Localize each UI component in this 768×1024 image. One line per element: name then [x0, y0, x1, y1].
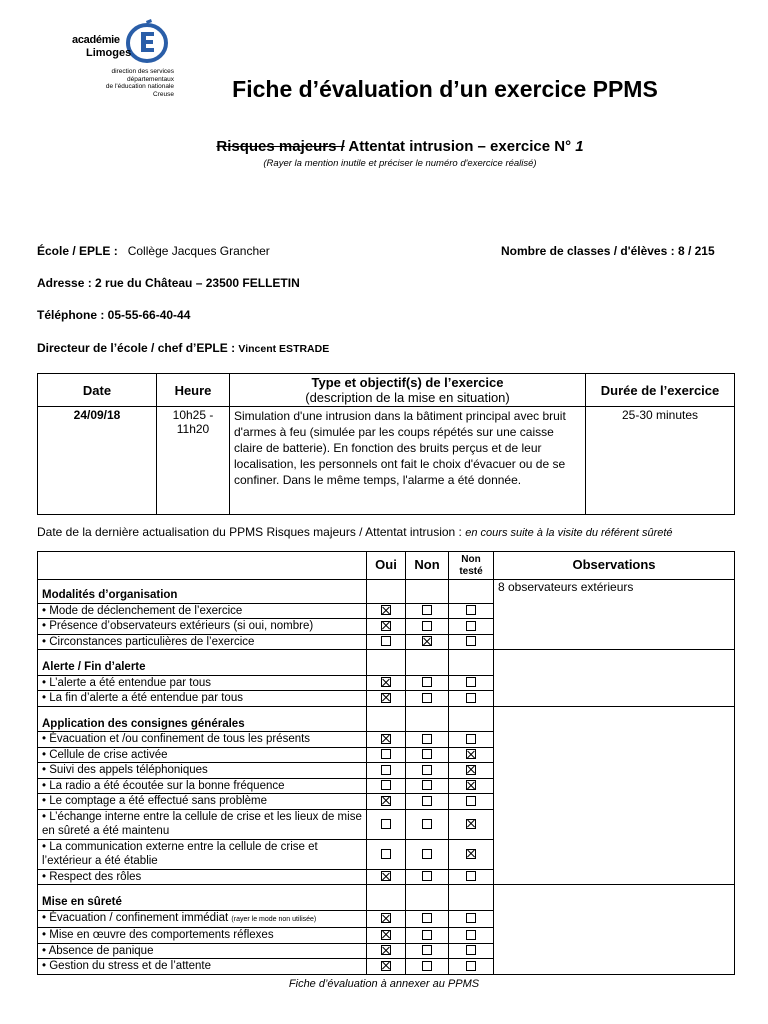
checkbox-cell-oui[interactable]	[367, 603, 406, 619]
checked-box-icon[interactable]	[381, 961, 391, 971]
bullet-icon: •	[42, 779, 50, 792]
section-row	[38, 650, 735, 676]
empty-box-icon[interactable]	[466, 961, 476, 971]
adresse-line: Adresse : 2 rue du Château – 23500 FELLETIN	[37, 276, 300, 290]
empty-box-icon[interactable]	[466, 636, 476, 646]
item-label	[38, 691, 367, 707]
header-non: Non	[406, 552, 449, 580]
item-label	[38, 675, 367, 691]
item-label	[38, 959, 367, 975]
item-label-text: Mode de déclenchement de l’exercice	[49, 604, 243, 617]
checkbox-cell-non[interactable]	[406, 732, 449, 748]
checked-box-icon[interactable]	[381, 621, 391, 631]
exercise-subtitle: Risques majeurs / Attentat intrusion – exercice N° 1	[216, 138, 584, 155]
item-label	[38, 747, 367, 763]
checkbox-cell-oui[interactable]	[367, 619, 406, 635]
checked-box-icon[interactable]	[466, 765, 476, 775]
logo-line-1: académie	[72, 34, 120, 46]
empty-cell	[367, 706, 406, 732]
item-label	[38, 634, 367, 650]
empty-box-icon[interactable]	[466, 945, 476, 955]
checkbox-cell-nt[interactable]	[449, 943, 494, 959]
item-label	[38, 778, 367, 794]
empty-box-icon[interactable]	[422, 849, 432, 859]
checkbox-cell-oui[interactable]	[367, 732, 406, 748]
checkbox-cell-non[interactable]	[406, 959, 449, 975]
ecole-line: École / EPLE : Collège Jacques Grancher	[37, 244, 270, 258]
checked-box-icon[interactable]	[381, 913, 391, 923]
item-label-text: L’alerte a été entendue par tous	[49, 676, 211, 689]
observation-cell	[494, 885, 735, 975]
item-label	[38, 839, 367, 869]
checked-box-icon[interactable]	[381, 930, 391, 940]
checkbox-cell-oui[interactable]	[367, 869, 406, 885]
section-title: Alerte / Fin d’alerte	[38, 650, 367, 676]
header-heure: Heure	[157, 374, 230, 407]
bullet-icon: •	[42, 810, 50, 823]
item-label-text: Cellule de crise activée	[49, 748, 168, 761]
empty-cell	[406, 706, 449, 732]
checkbox-cell-nt[interactable]	[449, 691, 494, 707]
academie-logo	[36, 16, 176, 96]
checkbox-cell-non[interactable]	[406, 747, 449, 763]
checkbox-cell-oui[interactable]	[367, 910, 406, 928]
bullet-icon: •	[42, 676, 50, 689]
telephone-line: Téléphone : 05-55-66-40-44	[37, 308, 191, 322]
bullet-icon: •	[42, 840, 50, 853]
empty-box-icon[interactable]	[422, 930, 432, 940]
item-label	[38, 869, 367, 885]
logo-dept: direction des services départementaux de l'éducation nationale Creuse	[105, 68, 174, 98]
empty-box-icon[interactable]	[422, 913, 432, 923]
bullet-icon: •	[42, 764, 50, 776]
item-label	[38, 928, 367, 944]
checkbox-cell-oui[interactable]	[367, 763, 406, 779]
section-row	[38, 580, 735, 604]
empty-box-icon[interactable]	[422, 819, 432, 829]
checkbox-cell-non[interactable]	[406, 634, 449, 650]
checkbox-cell-nt[interactable]	[449, 928, 494, 944]
checkbox-cell-non[interactable]	[406, 910, 449, 928]
empty-box-icon[interactable]	[422, 605, 432, 615]
bullet-icon: •	[42, 692, 50, 704]
empty-box-icon[interactable]	[422, 749, 432, 759]
actualisation-line: Date de la dernière actualisation du PPMS Risques majeurs / Attentat intrusion : en cours suite à la visite du référent sûreté	[37, 525, 673, 539]
header-non-teste: Non testé	[449, 552, 494, 580]
checkbox-cell-nt[interactable]	[449, 732, 494, 748]
exercise-number: 1	[575, 138, 584, 155]
empty-box-icon[interactable]	[466, 677, 476, 687]
header-type: Type et objectif(s) de l’exercice (description de la mise en situation)	[230, 374, 586, 407]
item-label-text: La fin d’alerte a été entendue par tous	[49, 692, 243, 704]
bullet-icon: •	[42, 620, 50, 632]
header-duree: Durée de l’exercice	[586, 374, 735, 407]
classes-count: Nombre de classes / d'élèves : 8 / 215	[501, 244, 715, 258]
checkbox-cell-nt[interactable]	[449, 869, 494, 885]
observation-cell: 8 observateurs extérieurs	[494, 580, 735, 650]
empty-box-icon[interactable]	[422, 765, 432, 775]
empty-box-icon[interactable]	[466, 621, 476, 631]
checkbox-cell-nt[interactable]	[449, 809, 494, 839]
bullet-icon: •	[42, 870, 50, 883]
empty-cell	[449, 885, 494, 911]
checkbox-cell-non[interactable]	[406, 763, 449, 779]
empty-box-icon[interactable]	[422, 945, 432, 955]
checkbox-cell-oui[interactable]	[367, 943, 406, 959]
checked-box-icon[interactable]	[381, 796, 391, 806]
checkbox-cell-oui[interactable]	[367, 928, 406, 944]
empty-box-icon[interactable]	[422, 677, 432, 687]
empty-box-icon[interactable]	[466, 796, 476, 806]
section-title: Mise en sûreté	[38, 885, 367, 911]
checked-box-icon[interactable]	[422, 636, 432, 646]
bullet-icon: •	[42, 635, 50, 648]
empty-box-icon[interactable]	[381, 765, 391, 775]
empty-box-icon[interactable]	[466, 693, 476, 703]
struck-mention: Risques majeurs /	[216, 138, 345, 155]
evaluation-table	[37, 551, 735, 975]
cell-heure: 10h25 - 11h20	[157, 407, 230, 515]
section-title: Modalités d’organisation	[38, 580, 367, 604]
checked-box-icon[interactable]	[466, 780, 476, 790]
empty-box-icon[interactable]	[422, 780, 432, 790]
item-label-text: Mise en œuvre des comportements réflexes	[49, 929, 274, 941]
checkbox-cell-nt[interactable]	[449, 839, 494, 869]
item-label-text: Le comptage a été effectué sans problème	[49, 795, 268, 807]
checkbox-cell-nt[interactable]	[449, 603, 494, 619]
cell-duree: 25-30 minutes	[586, 407, 735, 515]
checkbox-cell-non[interactable]	[406, 691, 449, 707]
item-label	[38, 809, 367, 839]
bullet-icon: •	[42, 911, 50, 924]
checkbox-cell-oui[interactable]	[367, 747, 406, 763]
checkbox-cell-nt[interactable]	[449, 747, 494, 763]
header-observations: Observations	[494, 552, 735, 580]
empty-box-icon[interactable]	[381, 819, 391, 829]
checked-box-icon[interactable]	[466, 749, 476, 759]
checked-box-icon[interactable]	[381, 734, 391, 744]
cell-description: Simulation d'une intrusion dans la bâtiment principal avec bruit d'armes à feu (simulée par les coups répétés sur une caisse claire de batterie). En fonction des bruits perçus et de leur localisation, les personnels ont fait le choix d'évacuer ou de se confiner. Dans le même temps, l'alarme a été donnée.	[230, 407, 586, 515]
empty-cell	[449, 706, 494, 732]
empty-cell	[406, 580, 449, 604]
checked-box-icon[interactable]	[466, 819, 476, 829]
cell-date: 24/09/18	[38, 407, 157, 515]
bullet-icon: •	[42, 960, 50, 972]
footer-note: Fiche d’évaluation à annexer au PPMS	[288, 978, 480, 990]
checked-box-icon[interactable]	[381, 677, 391, 687]
item-label	[38, 910, 367, 928]
checkbox-cell-oui[interactable]	[367, 691, 406, 707]
checkbox-cell-oui[interactable]	[367, 675, 406, 691]
checkbox-cell-nt[interactable]	[449, 794, 494, 810]
empty-cell	[367, 650, 406, 676]
directeur-line: Directeur de l’école / chef d’EPLE : Vincent ESTRADE	[37, 341, 330, 355]
checkbox-cell-non[interactable]	[406, 603, 449, 619]
checkbox-cell-nt[interactable]	[449, 634, 494, 650]
bullet-icon: •	[42, 795, 50, 807]
checkbox-cell-non[interactable]	[406, 869, 449, 885]
empty-box-icon[interactable]	[422, 796, 432, 806]
empty-cell	[367, 885, 406, 911]
item-label-text: Respect des rôles	[49, 870, 142, 883]
header-date: Date	[38, 374, 157, 407]
checkbox-cell-oui[interactable]	[367, 778, 406, 794]
header-empty	[38, 552, 367, 580]
checkbox-cell-non[interactable]	[406, 928, 449, 944]
empty-box-icon[interactable]	[466, 605, 476, 615]
checked-box-icon[interactable]	[381, 693, 391, 703]
item-label	[38, 732, 367, 748]
checkbox-cell-nt[interactable]	[449, 675, 494, 691]
empty-box-icon[interactable]	[381, 780, 391, 790]
observation-cell	[494, 650, 735, 707]
bullet-icon: •	[42, 748, 50, 761]
checkbox-cell-non[interactable]	[406, 778, 449, 794]
item-label-text: Suivi des appels téléphoniques	[49, 764, 208, 776]
checked-box-icon[interactable]	[381, 871, 391, 881]
section-title: Application des consignes générales	[38, 706, 367, 732]
checkbox-cell-non[interactable]	[406, 619, 449, 635]
checkbox-cell-non[interactable]	[406, 943, 449, 959]
checkbox-cell-nt[interactable]	[449, 619, 494, 635]
empty-box-icon[interactable]	[381, 749, 391, 759]
item-label-text: Évacuation et /ou confinement de tous les présents	[49, 733, 311, 745]
checkbox-cell-oui[interactable]	[367, 839, 406, 869]
empty-cell	[449, 580, 494, 604]
item-label-text: La radio a été écoutée sur la bonne fréquence	[49, 779, 285, 792]
bullet-icon: •	[42, 733, 50, 745]
empty-box-icon[interactable]	[422, 734, 432, 744]
empty-cell	[449, 650, 494, 676]
checkbox-cell-nt[interactable]	[449, 778, 494, 794]
empty-box-icon[interactable]	[381, 636, 391, 646]
checkbox-cell-oui[interactable]	[367, 809, 406, 839]
section-row	[38, 706, 735, 732]
header-oui: Oui	[367, 552, 406, 580]
bullet-icon: •	[42, 944, 49, 957]
item-label-text: Présence d’observateurs extérieurs (si oui, nombre)	[49, 620, 314, 632]
item-label	[38, 794, 367, 810]
item-small-note: (rayer le mode non utilisée)	[231, 915, 317, 923]
logo-line-2: Limoges	[86, 47, 132, 59]
item-label	[38, 943, 367, 959]
empty-box-icon[interactable]	[466, 871, 476, 881]
item-label-text: Évacuation / confinement immédiat	[49, 911, 229, 924]
item-label	[38, 603, 367, 619]
empty-box-icon[interactable]	[422, 693, 432, 703]
exercise-table	[37, 373, 735, 515]
item-label-text: La communication externe entre la cellule de crise et l’extérieur a été établie	[42, 840, 318, 867]
checkbox-cell-nt[interactable]	[449, 959, 494, 975]
bullet-icon: •	[42, 604, 50, 617]
item-label-text: Circonstances particulières de l’exercice	[49, 635, 255, 648]
empty-cell	[406, 885, 449, 911]
checked-box-icon[interactable]	[381, 945, 391, 955]
checked-box-icon[interactable]	[466, 849, 476, 859]
checkbox-cell-nt[interactable]	[449, 763, 494, 779]
section-row	[38, 885, 735, 911]
checkbox-cell-oui[interactable]	[367, 959, 406, 975]
checkbox-cell-non[interactable]	[406, 809, 449, 839]
empty-box-icon[interactable]	[422, 621, 432, 631]
page-title: Fiche d’évaluation d’un exercice PPMS	[232, 76, 658, 102]
checkbox-cell-non[interactable]	[406, 839, 449, 869]
empty-box-icon[interactable]	[466, 930, 476, 940]
checked-box-icon[interactable]	[381, 605, 391, 615]
subtitle-note: (Rayer la mention inutile et préciser le numéro d'exercice réalisé)	[263, 158, 537, 169]
checkbox-cell-non[interactable]	[406, 794, 449, 810]
checkbox-cell-oui[interactable]	[367, 634, 406, 650]
item-label-text: Absence de panique	[48, 944, 154, 957]
checkbox-cell-non[interactable]	[406, 675, 449, 691]
item-label-text: L’échange interne entre la cellule de crise et les lieux de mise en sûreté a été maintenu	[42, 810, 362, 837]
empty-cell	[367, 580, 406, 604]
checkbox-cell-oui[interactable]	[367, 794, 406, 810]
empty-box-icon[interactable]	[466, 734, 476, 744]
empty-box-icon[interactable]	[381, 849, 391, 859]
item-label-text: Gestion du stress et de l’attente	[49, 960, 211, 972]
empty-box-icon[interactable]	[466, 913, 476, 923]
empty-box-icon[interactable]	[422, 871, 432, 881]
empty-box-icon[interactable]	[422, 961, 432, 971]
empty-cell	[406, 650, 449, 676]
item-label	[38, 763, 367, 779]
bullet-icon: •	[42, 929, 50, 941]
checkbox-cell-nt[interactable]	[449, 910, 494, 928]
observation-cell	[494, 706, 735, 885]
item-label	[38, 619, 367, 635]
